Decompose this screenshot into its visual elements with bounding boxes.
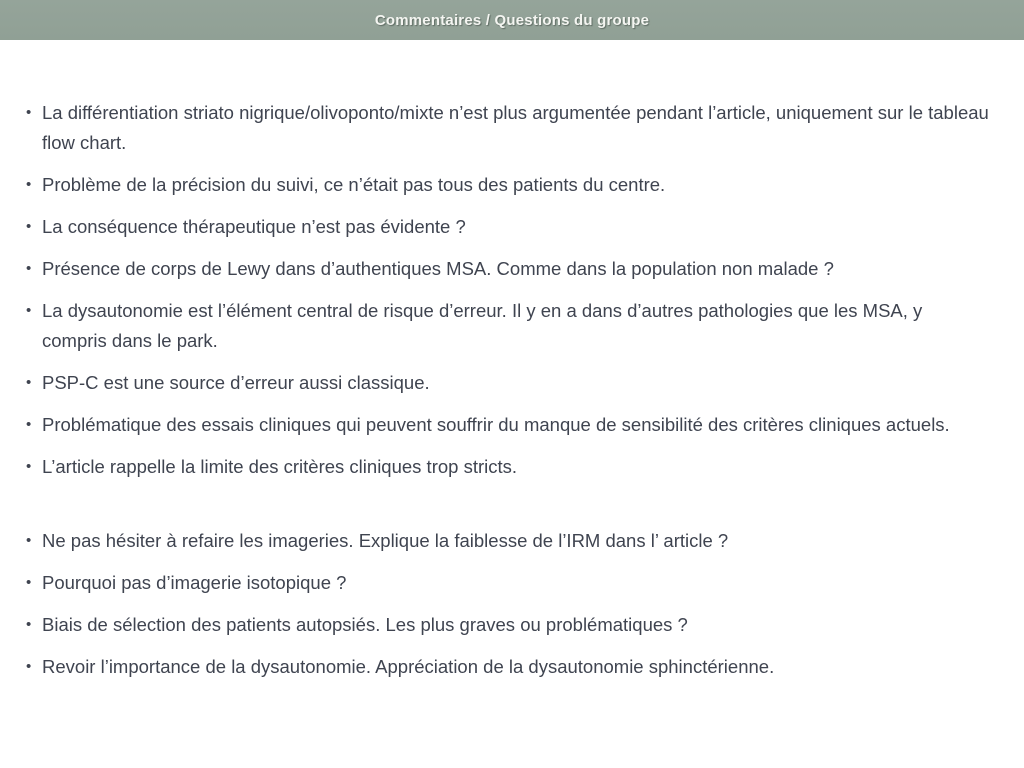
bullet-text: La dysautonomie est l’élément central de risque d’erreur. Il y en a dans d’autres pathologies que les MSA, y compris dans le park. — [42, 300, 923, 351]
bullet-item — [0, 368, 990, 398]
bullet-dot-icon: • — [26, 176, 32, 193]
bullet-text: Présence de corps de Lewy dans d’authentiques MSA. Comme dans la population non malade ? — [42, 258, 834, 279]
slide-title: Commentaires / Questions du groupe — [374, 11, 650, 29]
bullet-item — [0, 98, 990, 158]
bullet-item — [0, 170, 990, 200]
bullet-text: Revoir l’importance de la dysautonomie. Appréciation de la dysautonomie sphinctérienne. — [42, 656, 775, 677]
bullet-text: Problème de la précision du suivi, ce n’était pas tous des patients du centre. — [42, 174, 666, 195]
bullet-dot-icon: • — [26, 458, 32, 475]
bullet-text: Biais de sélection des patients autopsiés. Les plus graves ou problématiques ? — [42, 614, 688, 635]
bullet-text: Pourquoi pas d’imagerie isotopique ? — [42, 572, 347, 593]
bullet-group-1 — [0, 98, 1024, 482]
bullet-dot-icon: • — [26, 104, 32, 121]
slide-content — [0, 98, 1024, 694]
bullet-item — [0, 526, 990, 556]
bullet-text: La conséquence thérapeutique n’est pas évidente ? — [42, 216, 466, 237]
bullet-dot-icon: • — [26, 302, 32, 319]
bullet-text: La différentiation striato nigrique/olivoponto/mixte n’est plus argumentée pendant l’article, uniquement sur le tableau flow chart. — [42, 102, 989, 153]
bullet-dot-icon: • — [26, 658, 32, 675]
bullet-item — [0, 652, 990, 682]
bullet-dot-icon: • — [26, 416, 32, 433]
bullet-item — [0, 610, 990, 640]
bullet-item — [0, 568, 990, 598]
bullet-text: Ne pas hésiter à refaire les imageries. Explique la faiblesse de l’IRM dans l’ article ? — [42, 530, 729, 551]
bullet-dot-icon: • — [26, 260, 32, 277]
bullet-dot-icon: • — [26, 574, 32, 591]
slide-title-bar — [0, 0, 1024, 40]
bullet-text: Problématique des essais cliniques qui peuvent souffrir du manque de sensibilité des critères cliniques actuels. — [42, 414, 950, 435]
bullet-item — [0, 452, 990, 482]
bullet-item — [0, 410, 990, 440]
bullet-text: PSP-C est une source d’erreur aussi classique. — [42, 372, 430, 393]
bullet-dot-icon: • — [26, 532, 32, 549]
bullet-item — [0, 296, 990, 356]
bullet-dot-icon: • — [26, 218, 32, 235]
bullet-dot-icon: • — [26, 616, 32, 633]
bullet-item — [0, 254, 990, 284]
bullet-text: L’article rappelle la limite des critères cliniques trop stricts. — [42, 456, 518, 477]
bullet-group-2 — [0, 526, 1024, 682]
bullet-dot-icon: • — [26, 374, 32, 391]
bullet-item — [0, 212, 990, 242]
